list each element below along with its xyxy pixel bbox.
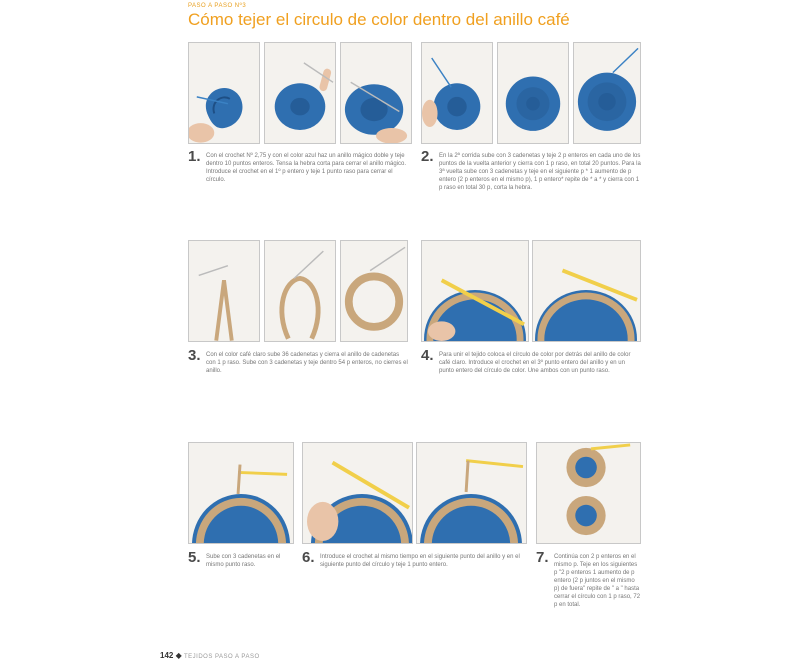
step-6-number: 6.	[302, 549, 315, 566]
step-3-photo-c	[340, 240, 408, 342]
step-3-text: Con el color café claro sube 36 cadenetas y cierra el anillo de cadenetas con 1 p raso. Sube con 3 cadenetas y teje dentro 54 p enteros, no cierres el anillo.	[206, 352, 408, 374]
step-3-photo-a	[188, 240, 260, 342]
step-3-number: 3.	[188, 347, 201, 364]
step-1-text: Con el crochet Nº 2,75 y con el color azul haz un anillo mágico doble y teje dentro 10 puntos enteros. Tensa la hebra corta para cerrar el anillo mágico. Introduce el crochet en el 1º p entero y teje 1 punto raso para cerrar el círculo.	[206, 153, 407, 183]
step-2-number: 2.	[421, 148, 434, 165]
page-footer	[160, 651, 260, 660]
step-3-photo-b	[264, 240, 336, 342]
page-kicker: PASO A PASO Nº3	[188, 3, 247, 9]
step-7-photo	[536, 442, 641, 544]
step-2-photo-c	[573, 42, 641, 144]
step-2-text: En la 2ª corrida sube con 3 cadenetas y teje 2 p enteros en cada uno de los puntos de la vuelta anterior y cierra con 1 p raso, en total 20 puntos. Para la 3ª vuelta sube con 3 cadenetas y teje en el siguiente p * 1 aumento de p entero (2 p enteros en el mismo p), 1 p entero* repite de * a * y cierra con 1 p raso en total 30 p, corta la hebra.	[439, 153, 641, 191]
step-4-number: 4.	[421, 347, 434, 364]
step-4-photo-a	[421, 240, 529, 342]
step-2-photo-a	[421, 42, 493, 144]
step-1-photo-c	[340, 42, 412, 144]
step-1-photo-b	[264, 42, 336, 144]
footer-bullet-icon: ◆	[175, 651, 182, 660]
step-4-photo-b	[532, 240, 641, 342]
step-7-text: Continúa con 2 p enteros en el mismo p. Teje en los siguientes p "2 p enteros 1 aumento de p entero (2 p juntos en el mismo p) de fuera" repite de " a " hasta cerrar el círculo con 1 p raso, 72 p en total.	[554, 554, 641, 608]
step-5-photo	[188, 442, 294, 544]
page-number: 142	[160, 651, 174, 660]
step-5-number: 5.	[188, 549, 201, 566]
step-1-number: 1.	[188, 148, 201, 165]
step-6-photo-a	[302, 442, 413, 544]
step-1-photo-a	[188, 42, 260, 144]
page-title: Cómo tejer el circulo de color dentro del anillo café	[188, 10, 570, 29]
step-5-text: Sube con 3 cadenetas en el mismo punto raso.	[206, 554, 281, 568]
step-6-photo-b	[416, 442, 527, 544]
step-6-text: Introduce el crochet al mismo tiempo en el siguiente punto del anillo y en el siguiente punto del círculo y teje 1 punto entero.	[320, 554, 520, 568]
book-title: TEJIDOS PASO A PASO	[183, 654, 260, 660]
step-4-text: Para unir el tejido coloca el círculo de color por detrás del anillo de color café claro. Introduce el crochet en el 3º punto entero del anillo y en un punto entero del círculo de color. Une ambos con un punto raso.	[439, 352, 631, 374]
step-2-photo-b	[497, 42, 569, 144]
step-7-number: 7.	[536, 549, 549, 566]
